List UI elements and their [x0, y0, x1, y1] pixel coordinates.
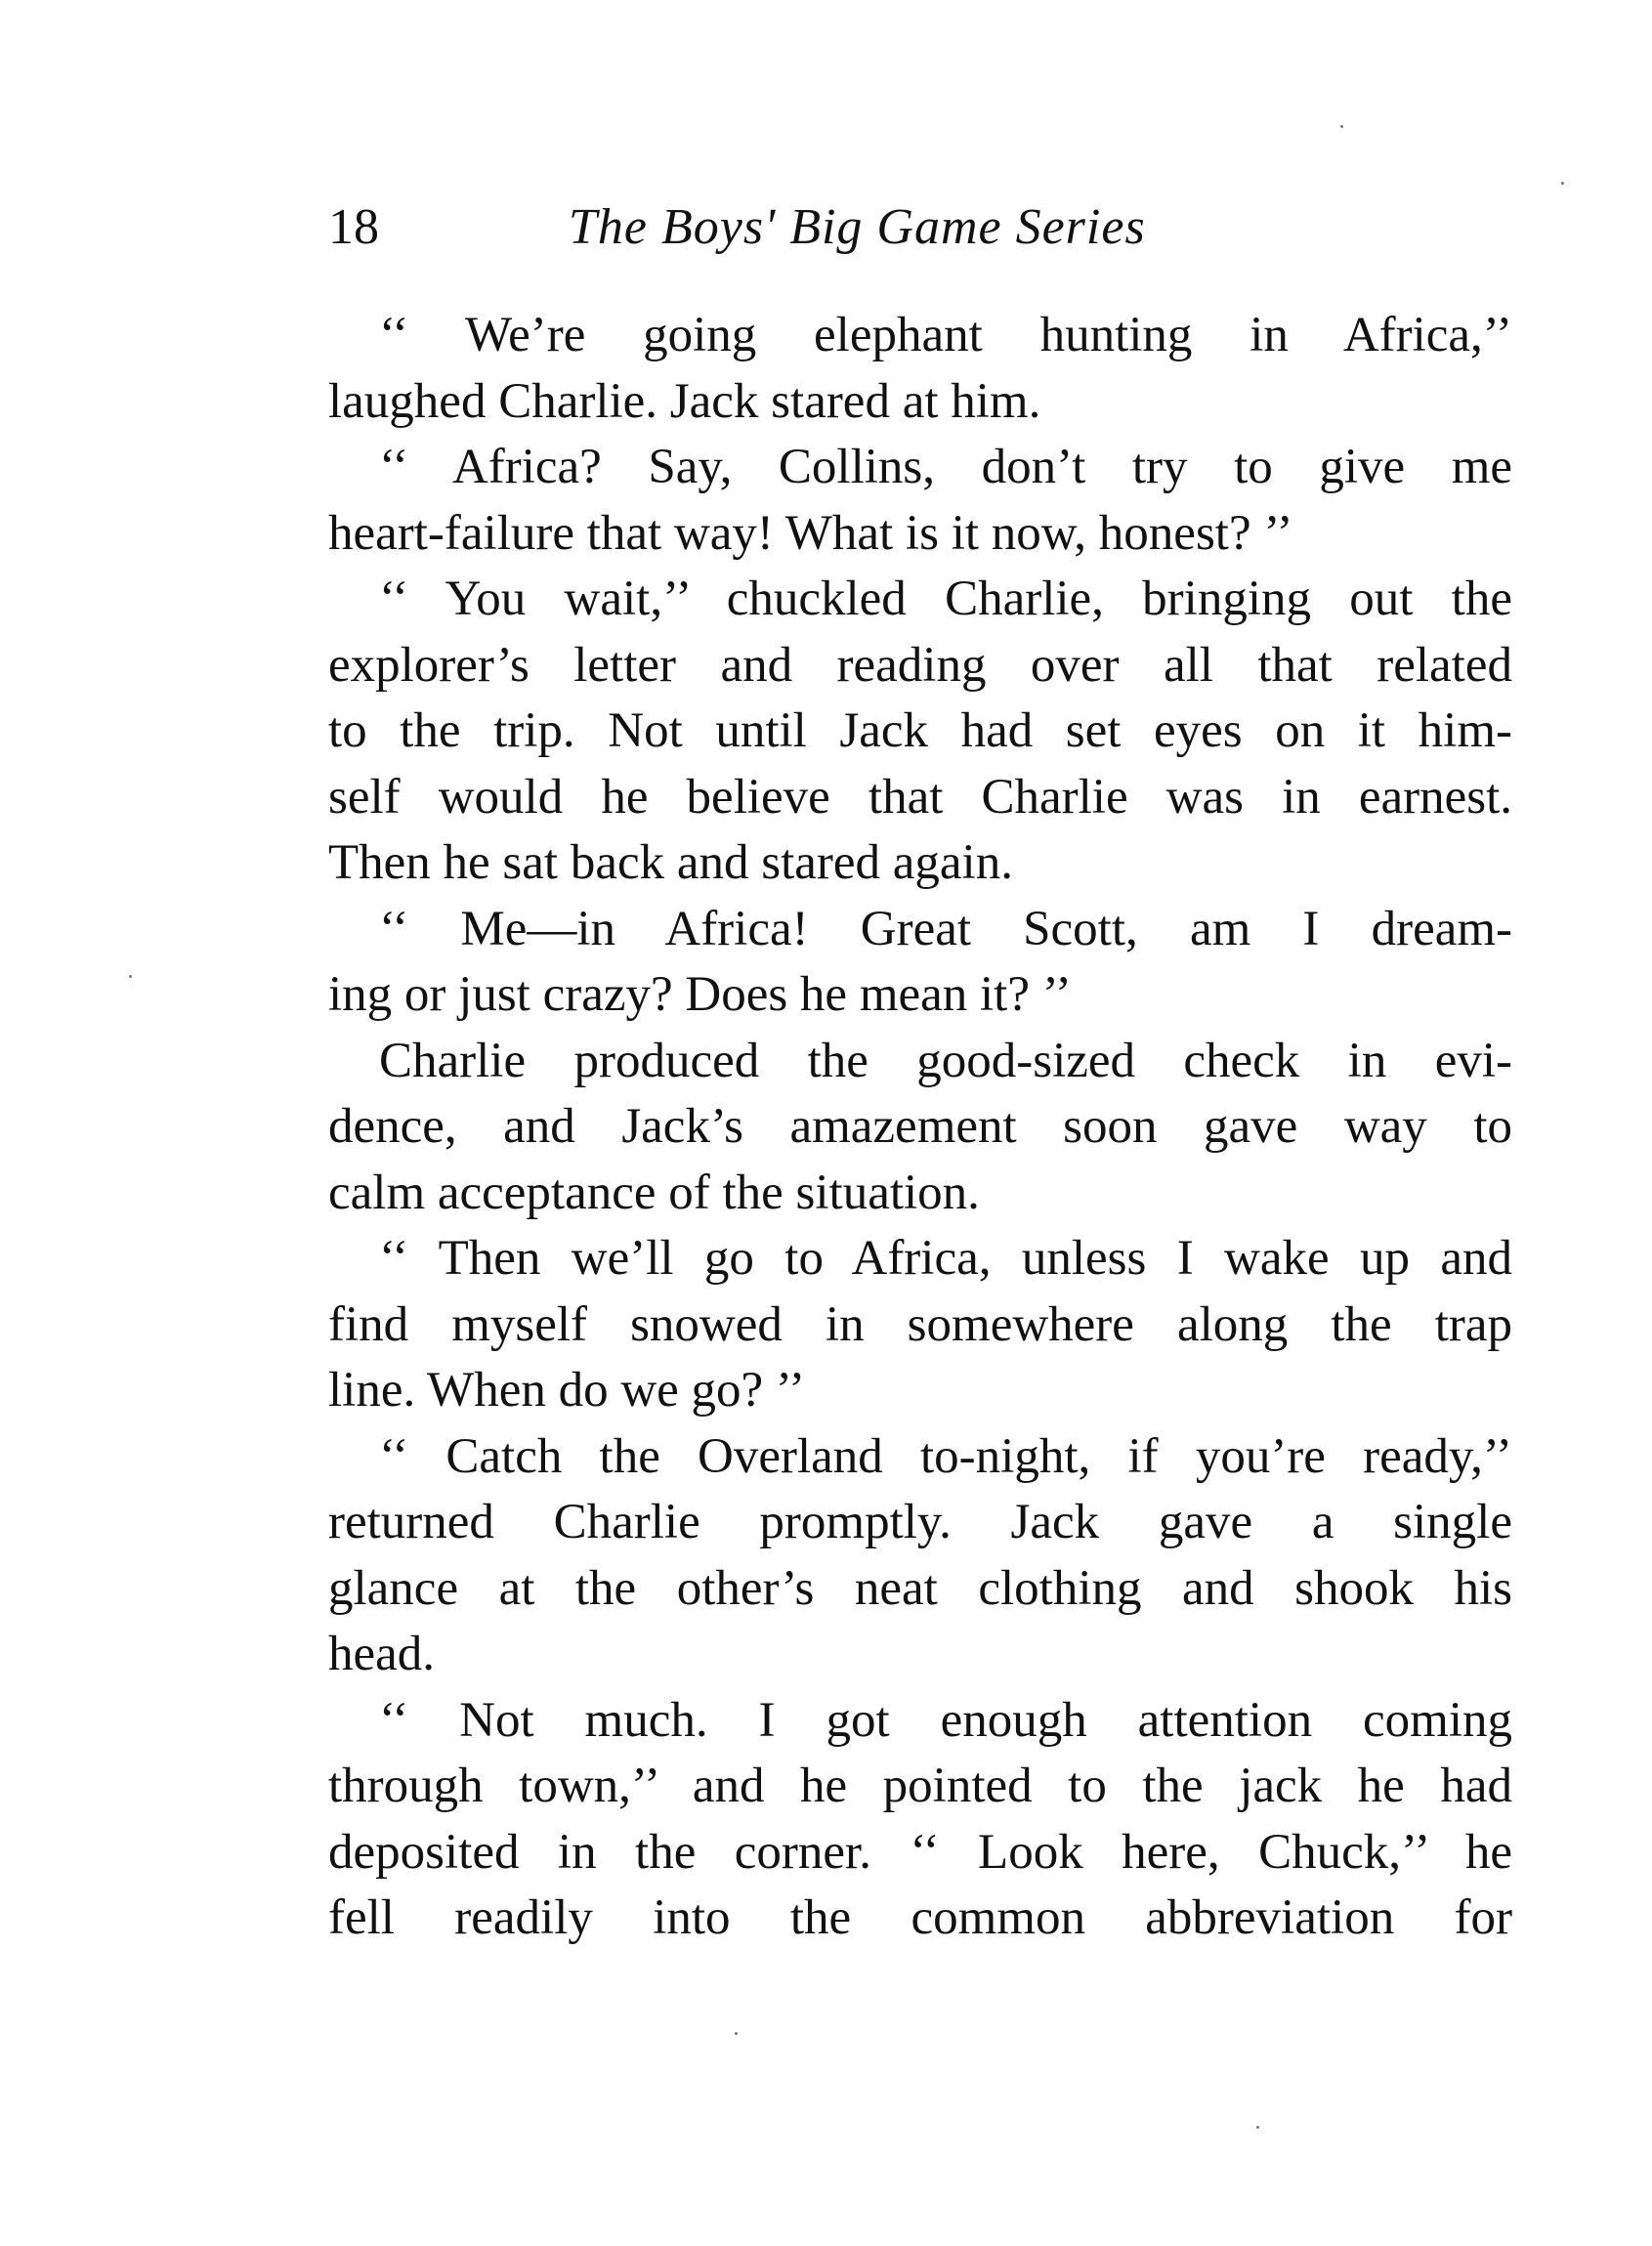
text-line: ‘‘ Me—in Africa! Great Scott, am I dream-: [379, 901, 1512, 956]
running-title: The Boys' Big Game Series: [569, 199, 1146, 255]
text-line: glance at the other’s neat clothing and shook his: [328, 1560, 1512, 1616]
text-line: self would he believe that Charlie was in earnest.: [328, 769, 1512, 825]
text-line: Then he sat back and stared again.: [328, 835, 1013, 890]
text-line: returned Charlie promptly. Jack gave a single: [328, 1495, 1512, 1549]
text-line: to the trip. Not until Jack had set eyes on it him-: [328, 703, 1512, 758]
text-line: heart-failure that way! What is it now, honest? ’’: [328, 505, 1293, 561]
scan-speck: [1340, 125, 1343, 128]
text-line: ‘‘ Catch the Overland to-night, if you’re ready,’’: [379, 1428, 1512, 1484]
text-line: fell readily into the common abbreviation for: [328, 1890, 1512, 1945]
text-line: Charlie produced the good-sized check in evi-: [379, 1033, 1512, 1088]
text-line: ‘‘ Not much. I got enough attention coming: [379, 1692, 1512, 1748]
page-header: [328, 193, 1510, 262]
text-line: laughed Charlie. Jack stared at him.: [328, 373, 1041, 429]
text-line: calm acceptance of the situation.: [328, 1165, 980, 1220]
text-line: head.: [328, 1627, 436, 1681]
text-line: ‘‘ Then we’ll go to Africa, unless I wake up and: [379, 1231, 1512, 1286]
scan-speck: [735, 2032, 738, 2035]
text-line: dence, and Jack’s amazement soon gave way to: [328, 1099, 1512, 1154]
text-line: ‘‘ Africa? Say, Collins, don’t try to give me: [379, 440, 1512, 494]
text-line: ‘‘ We’re going elephant hunting in Africa,’’: [379, 308, 1512, 362]
page-number: 18: [328, 199, 379, 255]
text-line: find myself snowed in somewhere along the trap: [328, 1296, 1512, 1352]
scan-speck: [1256, 2126, 1259, 2129]
body-text: [328, 303, 1512, 1952]
text-line: ing or just crazy? Does he mean it? ’’: [328, 967, 1072, 1022]
scan-speck: [129, 975, 132, 978]
text-line: ‘‘ You wait,’’ chuckled Charlie, bringing out the: [379, 572, 1512, 626]
text-line: through town,’’ and he pointed to the jack he had: [328, 1759, 1512, 1813]
text-line: line. When do we go? ’’: [328, 1363, 806, 1418]
text-line: explorer’s letter and reading over all that related: [328, 637, 1512, 693]
scan-speck: [1561, 182, 1564, 185]
text-line: deposited in the corner. ‘‘ Look here, Chuck,’’ he: [328, 1824, 1512, 1880]
